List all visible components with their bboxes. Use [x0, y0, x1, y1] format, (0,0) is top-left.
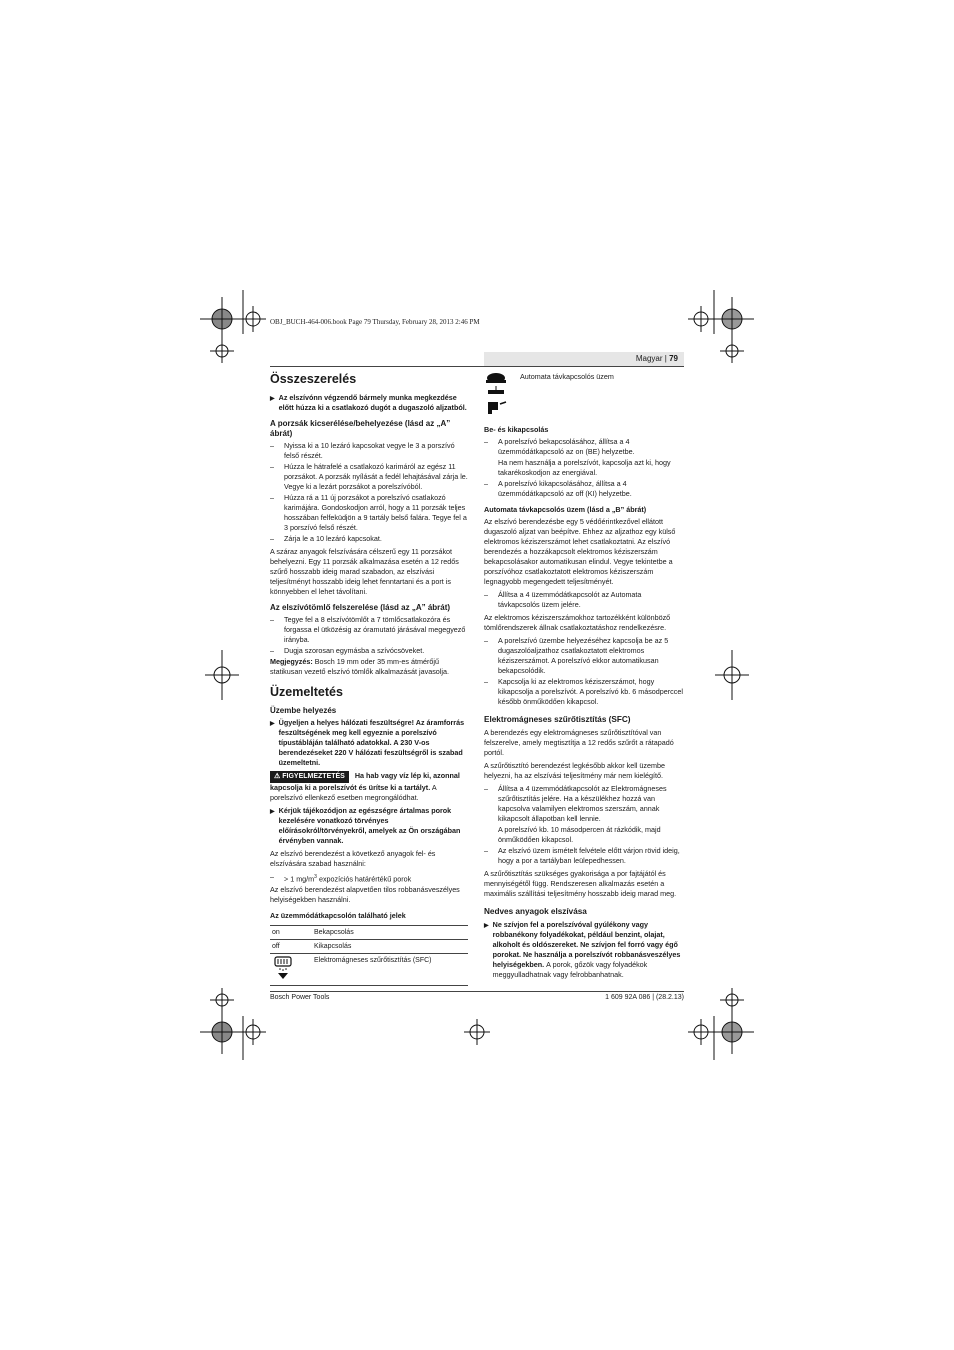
warning-badge: ⚠ FIGYELMEZTETÉS [270, 771, 349, 783]
section-title-operation: Üzemeltetés [270, 685, 343, 699]
list-item: – A porelszívó bekapcsolásához, állítsa a 4 üzemmódátkapcsoló az on (BE) helyzetbe. [484, 437, 635, 456]
footer-code: 1 609 92A 086 | (28.2.13) [605, 994, 684, 1001]
list-item: – Állítsa a 4 üzemmódátkapcsolót az Automata távkapcsolós üzem jelére. [484, 590, 642, 609]
footer-brand: Bosch Power Tools [270, 994, 330, 1001]
sfc-filter-icon [272, 956, 294, 980]
assembly-warning: ▶ Az elszívónn végzendő bármely munka megkezdése előtt húzza ki a csatlakozó dugót a dugaszoló aljzatból. [270, 393, 467, 412]
filter-note: A száraz anyagok felszívására célszerű egy 11 porzsákot behelyezni. Egy 11 porzsák alkalmazása esetén a 12 redős szűrő hosszabb ideig marad szabadon, az elszívási teljesítményt hosszabb ideig lehet fenntartani és a port is könnyebben el lehet távolítani. [270, 547, 459, 596]
page-number: 79 [669, 354, 678, 363]
sfc-text-1: A berendezés egy elektromágneses szűrőtisztítóval van felszerelve, amely megtisztítja a 12 redős szűrőt a rátapadó portól. [484, 728, 674, 757]
warning-block: ⚠ FIGYELMEZTETÉS Ha hab vagy víz lép ki, azonnal kapcsolja ki a porelszívót és ürítse ki a tartályt. A porelszívó ellenkező esetben megrongálódhat. [270, 771, 460, 802]
auto-remote-switch-icon [484, 372, 510, 416]
list-item: – A porelszívó kikapcsolásához, állítsa a 4 üzemmódátkapcsoló az off (KI) helyzetbe. [484, 479, 632, 498]
subheading-sfc: Elektromágneses szűrőtisztítás (SFC) [484, 715, 631, 724]
subheading-symbols: Az üzemmódátkapcsolón található jelek [270, 911, 406, 921]
header-language: Magyar [635, 354, 663, 363]
hose-note: Megjegyzés: Bosch 19 mm oder 35 mm-es átmérőjű statikusan vezető elszívó tömlők alkalmazását javasolja. [270, 657, 449, 676]
sfc-text-3: A szűrőtisztítás szükséges gyakorisága a por fajtájától és mennyiségétől függ. Rendszeresen alkalmazás esetén a maximális szállítási teljesítmény hosszabb ideig marad meg. [484, 869, 677, 898]
table-row: Elektromágneses szűrőtisztítás (SFC) [270, 954, 468, 986]
table-row: off Kikapcsolás [270, 940, 468, 954]
auto-text: Az elszívó berendezésbe egy 5 védőérintkezővel ellátott dugaszoló aljzat van beépítve. Ehhez az aljzathoz egy külső elektromos kéziszerszámot lehet csatlakoztatni. Az elszívó berendezés a hozzákapcsolt elektromos kéziszerszám bekapcsolásakor automatikusan elindul. Vegye tekintetbe a porszívóhoz csatlakoztatott elektromos kéziszerszám legnagyobb megengedett teljesítményét. [484, 517, 676, 586]
triangle-bullet-icon: ▶ [270, 721, 275, 727]
wet-warning: ▶ Ne szívjon fel a porelszívóval gyúlékony vagy robbanékony folyadékokat, például benzint, olajat, alkoholt és oldószereket. Ne szívjon fel forró vagy égő porokat. Ne használja a porelszívót robbanásveszélyes helyiségekben. A porok, gőzök vagy folyadékok meggyulladhatnak vagy felrobbanhatnak. [484, 920, 681, 979]
auto-text-2: Az elektromos kéziszerszámokhoz tartozékként különböző tömlőrendszerek állnak csatlakoztatáshoz rendelkezésre. [484, 613, 671, 632]
mode-symbols-table [270, 925, 468, 986]
list-item: – A porelszívó üzembe helyezéséhez kapcsolja be az 5 dugaszolóaljzathoz csatlakoztatott elektromos kéziszerszámot. A porelszívó ekkor automatikusan bekapcsolódik. [484, 636, 669, 675]
list-item: – Állítsa a 4 üzemmódátkapcsolót az Elektromágneses szűrőtisztítás jelére. Ha a készülékhez hozzá van kapcsolva valamilyen elektromos szerszám, annak kikapcsolt állapotban kell lennie. [484, 784, 667, 823]
subheading-filter: A porzsák kicserélése/behelyezése (lásd az „A” ábrát) [270, 419, 451, 438]
table-row: on Bekapcsolás [270, 926, 468, 940]
voltage-warning: ▶ Ügyeljen a helyes hálózati feszültségre! Az áramforrás feszültségének meg kell egyeznie a porelszívó típustábláján található adatokkal. A 230 V-os berendezéseket 220 V hálózati feszültségről is szabad üzemeltetni. [270, 718, 465, 767]
list-item: – Tegye fel a 8 elszívótömlőt a 7 tömlőcsatlakozóra és forgassa el ütközésig az óramutató járásával megegyező irányba. [270, 615, 466, 644]
usage-intro: Az elszívó berendezést a következő anyagok fel- és elszívására szabad használni: [270, 849, 436, 868]
header-rule [270, 366, 684, 367]
list-item: – Az elszívó üzem ismételt felvétele előtt várjon rövid ideig, hogy a por a tartályban leülepedhessen. [484, 846, 680, 865]
list-item: – Kapcsolja ki az elektromos kéziszerszámot, hogy kikapcsolja a porelszívót. A porelszívó kb. 6 másodperccel később önműködően kikapcsol. [484, 677, 683, 706]
list-item: – > 1 $mg/m^3$ expozíciós határértékű porok [270, 872, 412, 884]
usage-forbidden: Az elszívó berendezést alapvetően tilos robbanásveszélyes helyiségekben használni. [270, 885, 460, 905]
list-item: – Nyissa ki a 10 lezáró kapcsokat vegye le 3 a porszívó felső részét. [270, 441, 455, 460]
triangle-bullet-icon: ▶ [484, 923, 489, 929]
footer-rule [270, 991, 684, 992]
list-item: – Húzza rá a 11 új porzsákot a porelszívó csatlakozó karimájára. Gondoskodjon arról, hogy a 11 porzsák teljes hosszában felfeküdjön a 9 tartály belső falára. Tegye fel a 3 porszívó felső részét. [270, 493, 467, 532]
triangle-bullet-icon: ▶ [270, 809, 275, 815]
list-item-note: A porelszívó kb. 10 másodpercen át rázkódik, majd önműködően kikapcsol. [498, 825, 661, 844]
right-column [484, 372, 684, 983]
page-header [484, 352, 684, 366]
section-title-assembly: Összeszerelés [270, 372, 357, 386]
auto-mode-symbol: Automata távkapcsolós üzem [484, 372, 684, 419]
subheading-auto: Automata távkapcsolós üzem (lásd a „B” ábrát) [484, 505, 647, 514]
subheading-startup: Üzembe helyezés [270, 706, 337, 715]
health-warning: ▶ Kérjük tájékozódjon az egészségre ártalmas porok kezelésére vonatkozó törvényes előírásokról/törvényekről, amelyek az Ön országában érvényben vannak. [270, 806, 461, 845]
list-item: – Zárja le a 10 lezáró kapcsokat. [270, 534, 382, 543]
subheading-onoff: Be- és kikapcsolás [484, 425, 549, 434]
subheading-wet: Nedves anyagok elszívása [484, 907, 587, 916]
list-item-note: Ha nem használja a porelszívót, kapcsolja azt ki, hogy takarékoskodjon az energiával. [498, 458, 671, 477]
list-item: – Dugja szorosan egymásba a szívócsöveket. [270, 646, 425, 655]
subheading-hose: Az elszívótömlő felszerelése (lásd az „A” ábrát) [270, 603, 451, 612]
left-column [270, 372, 470, 986]
sfc-text-2: A szűrőtisztító berendezést legkésőbb akkor kell üzembe helyezni, ha az elszívási teljesítmény már nem kielégítő. [484, 761, 665, 780]
file-info: OBJ_BUCH-464-006.book Page 79 Thursday, February 28, 2013 2:46 PM [270, 318, 480, 326]
list-item: – Húzza le hátrafelé a csatlakozó karimáról az egész 11 porzsákot. A porzsák nyílását a fedél lehajtásával zárja le. Vegye ki a lezárt porzsákot a porelszívóból. [270, 462, 468, 491]
triangle-bullet-icon: ▶ [270, 396, 275, 402]
header-separator: | [664, 354, 667, 363]
